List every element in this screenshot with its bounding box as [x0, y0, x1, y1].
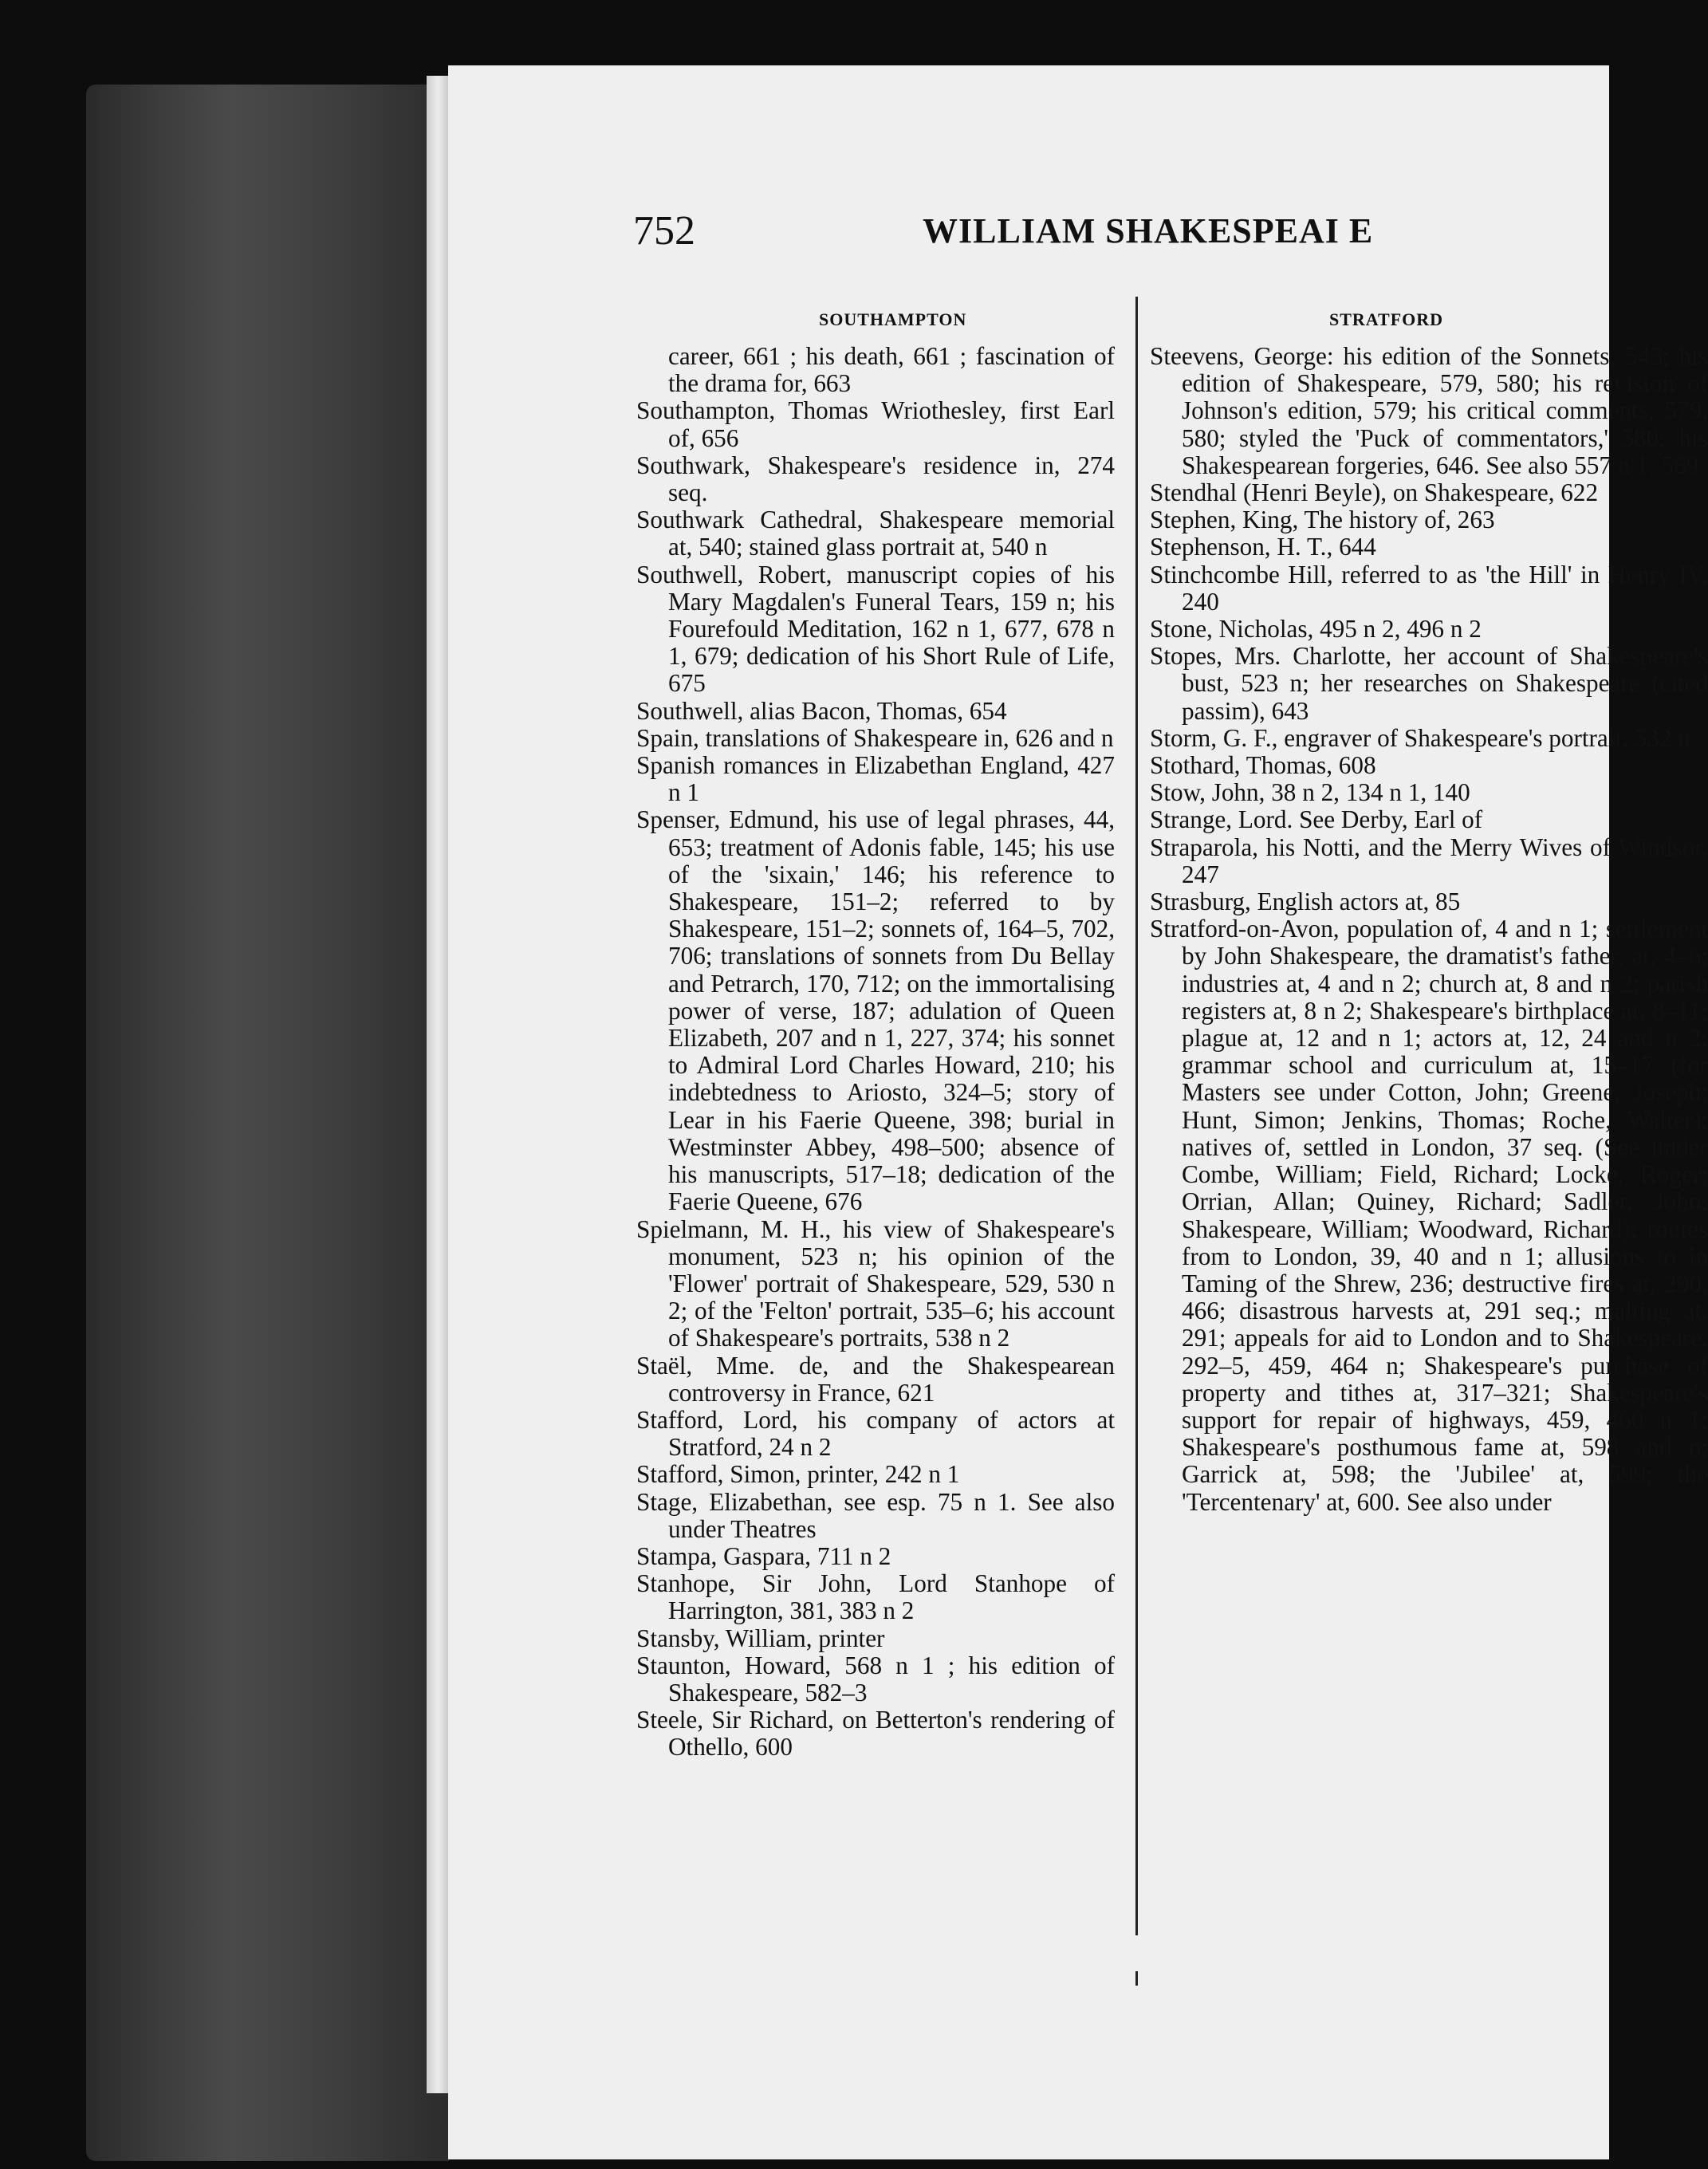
left-column-head: SOUTHAMPTON — [819, 309, 967, 329]
right-column — [1150, 343, 1708, 1516]
index-entry: Stafford, Lord, his company of actors at Stratford, 24 n 2 — [636, 1405, 1115, 1462]
index-entry: career, 661 ; his death, 661 ; fascination of the drama for, 663 — [668, 342, 1115, 398]
column-divider-end — [1135, 1971, 1138, 1986]
index-entry: Strasburg, English actors at, 85 — [1150, 888, 1461, 916]
book-page — [448, 65, 1708, 2159]
index-entry: Spielmann, M. H., his view of Shakespeare's monument, 523 n; his opinion of the 'Flower' portrait of Shakespeare, 529, 530 n 2; of the 'Felton' portrait, 535–6; his account of Shakespeare's portraits, 538 n 2 — [636, 1214, 1115, 1352]
index-entry: Stendhal (Henri Beyle), on Shakespeare, 622 — [1150, 478, 1599, 507]
index-entry: Strange, Lord. See Derby, Earl of — [1150, 805, 1483, 834]
index-entry: Stage, Elizabethan, see esp. 75 n 1. See also under Theatres — [636, 1487, 1115, 1543]
index-entry: Stow, John, 38 n 2, 134 n 1, 140 — [1150, 778, 1470, 807]
column-divider — [1135, 297, 1138, 1935]
index-entry: Stephen, King, The history of, 263 — [1150, 506, 1495, 534]
index-entry: Straparola, his Notti, and the Merry Wives of Windsor, 247 — [1150, 833, 1708, 888]
index-entry: Stanhope, Sir John, Lord Stanhope of Harrington, 381, 383 n 2 — [636, 1569, 1115, 1625]
index-entry: Southampton, Thomas Wriothesley, first Earl of, 656 — [636, 396, 1115, 452]
index-entry: Stopes, Mrs. Charlotte, her account of Shakespeare's bust, 523 n; her researches on Shakespeare (cited passim), 643 — [1150, 642, 1708, 725]
index-entry: Storm, G. F., engraver of Shakespeare's portrait, 532 n — [1150, 723, 1690, 752]
index-entry: Stephenson, H. T., 644 — [1150, 533, 1376, 561]
index-entry: Stafford, Simon, printer, 242 n 1 — [636, 1460, 960, 1489]
index-entry: Southwell, Robert, manuscript copies of his Mary Magdalen's Funeral Tears, 159 n; his Fourefould Meditation, 162 n 1, 677, 678 n 1, 679; dedication of his Short Rule of Life, 675 — [636, 560, 1115, 698]
index-entry: Stothard, Thomas, 608 — [1150, 751, 1376, 780]
index-entry: Southwark, Shakespeare's residence in, 274 seq. — [636, 451, 1115, 507]
index-entry: Stampa, Gaspara, 711 n 2 — [636, 1541, 891, 1570]
right-column-head: STRATFORD — [1329, 309, 1444, 329]
index-entry: Spain, translations of Shakespeare in, 626 and n — [636, 723, 1114, 752]
page-number: 752 — [633, 208, 695, 254]
index-entry: Stratford-on-Avon, population of, 4 and n 1; settlement by John Shakespeare, the dramatist's father, at, 4–6; industries at, 4 and n 2; church at, 8 and n 2; parish registers at, 8 n 2; Shakespeare's birthplace at, 8–11; plague at, 12 and n 1; actors at, 12, 24 and n 2; grammar school and curriculum at, 15–17 (for Masters see under Cotton, John; Greene, Joseph; Hunt, Simon; Jenkins, Thomas; Roche, Walter); natives of, settled in London, 37 seq. (See under Combe, William; Field, Richard; Locke, Roger; Orrian, Allan; Quiney, Richard; Sadler, John; Shakespeare, William; Woodward, Richard); routes from to London, 39, 40 and n 1; allusions to in Taming of the Shrew, 236; destructive fires at, 290, 466; disastrous harvests at, 291 seq.; malting at, 291; appeals for aid to London and to Shakespeare, 292–5, 459, 464 n; Shakespeare's purchase of property and tithes at, 317–321; Shakespeare's support for repair of highways, 459, 460 n 1; Shakespeare's posthumous fame at, 598 and n; Garrick at, 598; the 'Jubilee' at, 599; the 'Tercentenary' at, 600. See also under — [1150, 915, 1708, 1516]
index-entry: Spanish romances in Elizabethan England, 427 n 1 — [636, 751, 1115, 807]
index-entry: Steevens, George: his edition of the Sonnets, 543; his edition of Shakespeare, 579, 580; his revision of Johnson's edition, 579; his critical comments, 579, 580; styled the 'Puck of commentators,' 580; his Shakespearean forgeries, 646. See also 557 n 1, 569 — [1150, 342, 1708, 479]
book-spine — [86, 85, 449, 2161]
index-entry: Southwark Cathedral, Shakespeare memorial at, 540; stained glass portrait at, 540 n — [636, 506, 1115, 561]
running-head: WILLIAM SHAKESPEAI E — [923, 211, 1374, 250]
index-entry: Stansby, William, printer — [636, 1624, 885, 1652]
index-entry: Staunton, Howard, 568 n 1 ; his edition of Shakespeare, 582–3 — [636, 1651, 1115, 1706]
index-entry: Stone, Nicholas, 495 n 2, 496 n 2 — [1150, 615, 1482, 644]
index-entry: Spenser, Edmund, his use of legal phrases, 44, 653; treatment of Adonis fable, 145; his use of the 'sixain,' 146; his reference to Shakespeare, 151–2; referred to by Shakespeare, 151–2; sonnets of, 164–5, 702, 706; translations of sonnets from Du Bellay and Petrarch, 170, 712; on the immortalising power of verse, 187; adulation of Queen Elizabeth, 207 and n 1, 227, 374; his sonnet to Admiral Lord Charles Howard, 210; his indebtedness to Ariosto, 324–5; story of Lear in his Faerie Queene, 398; burial in Westminster Abbey, 498–500; absence of his manuscripts, 517–18; dedication of the Faerie Queene, 676 — [636, 805, 1115, 1216]
index-entry: Steele, Sir Richard, on Betterton's rendering of Othello, 600 — [636, 1706, 1115, 1762]
index-entry: Southwell, alias Bacon, Thomas, 654 — [636, 696, 1007, 725]
index-entry: Stinchcombe Hill, referred to as 'the Hill' in Henry IV, 240 — [1150, 560, 1708, 616]
index-entry: Staël, Mme. de, and the Shakespearean controversy in France, 621 — [636, 1351, 1115, 1407]
left-column — [636, 343, 1115, 1762]
